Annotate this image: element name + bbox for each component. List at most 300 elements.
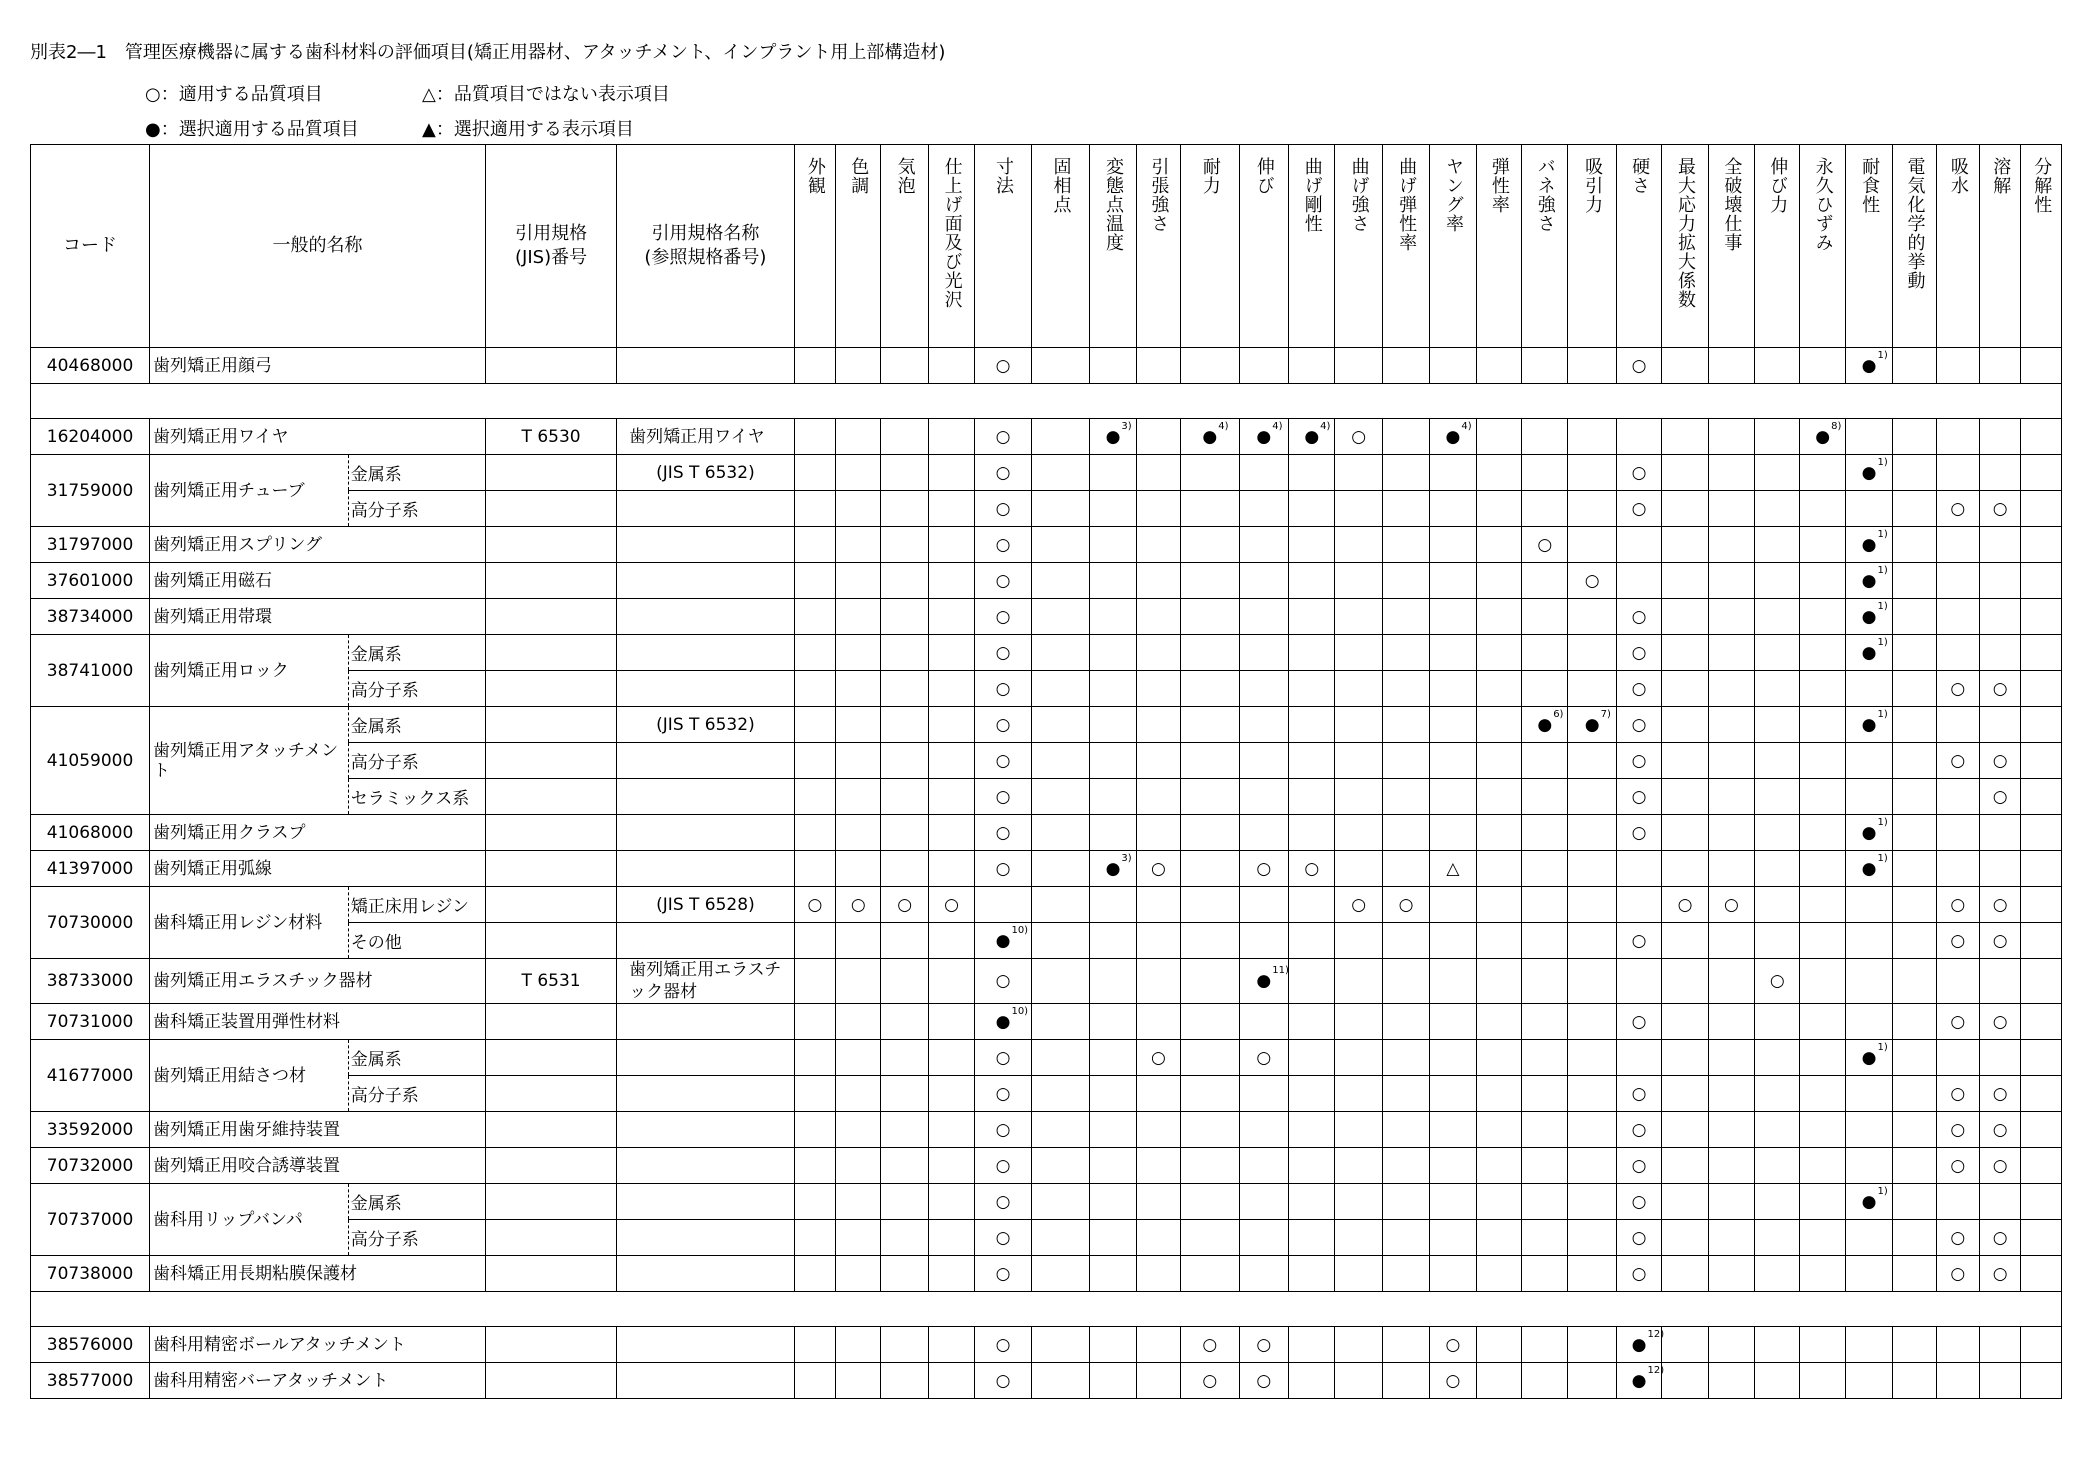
mark-cell [794, 959, 835, 1004]
mark-cell [1800, 887, 1845, 923]
mark-symbol: ○ [995, 1370, 1011, 1391]
mark-cell [1031, 1004, 1090, 1040]
mark-cell [794, 1148, 835, 1184]
code-cell: 38741000 [31, 635, 150, 707]
mark-cell [1522, 491, 1568, 527]
mark-cell [881, 599, 928, 635]
footnote-ref: 1) [1877, 816, 1888, 828]
mark-cell [1662, 1004, 1708, 1040]
mark-cell [1335, 707, 1382, 743]
mark-cell [1980, 1148, 2021, 1184]
mark-symbol: ○ [995, 1191, 1011, 1212]
mark-cell [1980, 743, 2021, 779]
mark-cell [1335, 815, 1382, 851]
mark-symbol: ○ [1584, 570, 1600, 591]
name-cell: 歯科矯正用レジン材料 [150, 887, 349, 959]
header-item-label: 吸水 [1947, 157, 1969, 195]
mark-cell [928, 1004, 974, 1040]
mark-cell [1568, 1363, 1616, 1399]
mark-symbol: ● 1) [1861, 564, 1888, 591]
mark-cell [1181, 923, 1240, 959]
mark-cell [1755, 851, 1800, 887]
mark-cell [2021, 527, 2062, 563]
mark-cell [1382, 1256, 1429, 1292]
mark-cell [1031, 1040, 1090, 1076]
mark-cell [1239, 1076, 1288, 1112]
mark-cell [1980, 1220, 2021, 1256]
header-item [1289, 145, 1335, 348]
sub-name-cell: 高分子系 [348, 491, 485, 527]
mark-cell [1800, 959, 1845, 1004]
mark-cell [975, 563, 1032, 599]
header-item-label: 永久ひずみ [1812, 157, 1834, 252]
jis-name-cell [617, 1004, 795, 1040]
mark-cell [1289, 599, 1335, 635]
mark-cell [1181, 1112, 1240, 1148]
mark-cell [1239, 707, 1288, 743]
mark-cell [1090, 743, 1136, 779]
mark-cell [1755, 1076, 1800, 1112]
mark-cell [794, 348, 835, 384]
mark-cell [1936, 348, 1979, 384]
mark-cell [1181, 599, 1240, 635]
mark-cell [1239, 887, 1288, 923]
mark-symbol: ○ [995, 714, 1011, 735]
mark-cell [1031, 923, 1090, 959]
table-row [31, 1148, 2062, 1184]
mark-cell [1476, 599, 1521, 635]
mark-cell [1893, 348, 1936, 384]
mark-cell [1289, 635, 1335, 671]
name-cell: 歯列矯正用帯環 [150, 599, 486, 635]
mark-symbol: ○ [1992, 1155, 2008, 1176]
mark-cell [881, 1004, 928, 1040]
mark-cell [1136, 671, 1180, 707]
mark-cell [1616, 599, 1661, 635]
header-item-label: 溶解 [1990, 157, 2012, 195]
mark-cell [1568, 419, 1616, 455]
mark-cell [1031, 743, 1090, 779]
sub-name-cell: 金属系 [348, 635, 485, 671]
mark-symbol: ● 10) [995, 1005, 1029, 1032]
footnote-ref: 4) [1218, 420, 1229, 432]
mark-cell [1382, 959, 1429, 1004]
mark-symbol: ● 1) [1861, 600, 1888, 627]
mark-cell [1936, 923, 1979, 959]
mark-cell [1936, 1148, 1979, 1184]
mark-cell [1708, 1256, 1754, 1292]
mark-cell [1893, 779, 1936, 815]
mark-cell [1708, 419, 1754, 455]
mark-cell [1430, 923, 1476, 959]
mark-cell [1662, 599, 1708, 635]
mark-cell [1755, 1040, 1800, 1076]
mark-cell [794, 1076, 835, 1112]
mark-cell [1708, 815, 1754, 851]
sub-name-cell: 矯正床用レジン [348, 887, 485, 923]
mark-cell [1980, 527, 2021, 563]
jis-number-cell [486, 563, 617, 599]
mark-cell [2021, 707, 2062, 743]
mark-symbol: ● 1) [1861, 456, 1888, 483]
mark-cell [1845, 815, 1892, 851]
mark-cell [1335, 491, 1382, 527]
mark-cell [1980, 815, 2021, 851]
mark-cell [1936, 1256, 1979, 1292]
table-row [31, 851, 2062, 887]
header-item-label: 色調 [848, 157, 870, 195]
mark-cell [836, 455, 881, 491]
mark-cell [1090, 491, 1136, 527]
mark-cell [1335, 743, 1382, 779]
mark-cell [1522, 563, 1568, 599]
mark-cell [1800, 815, 1845, 851]
header-item [975, 145, 1032, 348]
mark-cell [1755, 671, 1800, 707]
header-item [881, 145, 928, 348]
mark-symbol: ○ [1537, 534, 1553, 555]
mark-cell [928, 1148, 974, 1184]
mark-cell [1476, 671, 1521, 707]
mark-cell [1136, 348, 1180, 384]
mark-cell [794, 1112, 835, 1148]
jis-number-cell [486, 1363, 617, 1399]
mark-cell [881, 923, 928, 959]
mark-symbol: ● 4) [1202, 420, 1229, 447]
mark-cell [1239, 1256, 1288, 1292]
mark-cell [1893, 1112, 1936, 1148]
mark-cell [1476, 815, 1521, 851]
header-item [1800, 145, 1845, 348]
mark-symbol: ○ [1950, 1227, 1966, 1248]
jis-name-cell [617, 1076, 795, 1112]
mark-cell [1568, 1327, 1616, 1363]
mark-cell [1522, 455, 1568, 491]
mark-cell [836, 851, 881, 887]
jis-name-cell [617, 1363, 795, 1399]
mark-cell [1476, 1148, 1521, 1184]
header-item-label: 分解性 [2031, 157, 2053, 214]
mark-symbol: ○ [995, 462, 1011, 483]
mark-cell [794, 1363, 835, 1399]
mark-cell [1382, 455, 1429, 491]
mark-cell [1239, 959, 1288, 1004]
mark-cell [1430, 1076, 1476, 1112]
mark-cell [1755, 1327, 1800, 1363]
mark-cell [2021, 851, 2062, 887]
mark-cell [928, 923, 974, 959]
mark-cell [928, 743, 974, 779]
header-name: 一般的名称 [150, 145, 486, 348]
mark-symbol: ○ [1631, 606, 1647, 627]
mark-cell [1662, 1327, 1708, 1363]
mark-symbol: ○ [1950, 1119, 1966, 1140]
mark-cell [1430, 1004, 1476, 1040]
mark-cell [836, 1004, 881, 1040]
mark-cell [975, 1184, 1032, 1220]
mark-cell [1522, 707, 1568, 743]
mark-symbol: ○ [1950, 1083, 1966, 1104]
mark-cell [1662, 887, 1708, 923]
mark-cell [1522, 1040, 1568, 1076]
mark-cell [1616, 419, 1661, 455]
mark-cell [1708, 1004, 1754, 1040]
mark-cell [928, 779, 974, 815]
jis-name-cell: 歯列矯正用エラスチック器材 [617, 959, 795, 1004]
footnote-ref: 10) [1011, 924, 1029, 936]
name-cell: 歯列矯正用弧線 [150, 851, 486, 887]
mark-cell [1181, 1220, 1240, 1256]
mark-cell [2021, 1256, 2062, 1292]
mark-symbol: ○ [850, 894, 866, 915]
mark-symbol: ○ [1351, 894, 1367, 915]
mark-cell [794, 887, 835, 923]
mark-cell [1845, 563, 1892, 599]
table-row [31, 563, 2062, 599]
table-row [31, 815, 2062, 851]
mark-cell [1616, 1327, 1665, 1363]
mark-cell [1031, 1256, 1090, 1292]
mark-cell [1522, 959, 1568, 1004]
mark-cell [1136, 1112, 1180, 1148]
mark-cell [1662, 1148, 1708, 1184]
mark-cell [1335, 455, 1382, 491]
mark-cell [794, 1184, 835, 1220]
mark-cell [1708, 491, 1754, 527]
mark-cell [881, 348, 928, 384]
code-cell: 40468000 [31, 348, 150, 384]
header-row [31, 145, 2062, 348]
mark-cell [1335, 419, 1382, 455]
jis-name-cell [617, 527, 795, 563]
mark-cell [1662, 815, 1708, 851]
footnote-ref: 3) [1121, 852, 1132, 864]
mark-symbol: ○ [1769, 971, 1785, 991]
mark-cell [1430, 1148, 1476, 1184]
mark-symbol: ○ [1631, 678, 1647, 699]
mark-cell [836, 1363, 881, 1399]
mark-cell [1845, 887, 1892, 923]
mark-cell [1289, 923, 1335, 959]
mark-cell [1800, 563, 1845, 599]
mark-cell [1239, 1112, 1288, 1148]
mark-cell [1662, 1040, 1708, 1076]
mark-cell [1239, 743, 1288, 779]
mark-cell [1568, 1148, 1616, 1184]
mark-symbol: ○ [995, 355, 1011, 376]
mark-symbol: ○ [1992, 1263, 2008, 1284]
mark-cell [1980, 1256, 2021, 1292]
mark-symbol: ○ [995, 1119, 1011, 1140]
mark-symbol: ○ [1950, 1263, 1966, 1284]
mark-cell [1031, 527, 1090, 563]
jis-name-cell [617, 1327, 795, 1363]
mark-symbol: ○ [1631, 1119, 1647, 1140]
mark-cell [1031, 959, 1090, 1004]
mark-cell [1616, 923, 1661, 959]
mark-cell [1090, 1327, 1136, 1363]
mark-cell [1568, 743, 1616, 779]
mark-cell [1662, 707, 1708, 743]
mark-cell [2021, 455, 2062, 491]
jis-number-cell [486, 887, 617, 923]
mark-cell [1430, 815, 1476, 851]
table-row [31, 348, 2062, 384]
jis-number-cell [486, 1256, 617, 1292]
mark-cell [2021, 959, 2062, 1004]
name-cell: 歯科用精密ボールアタッチメント [150, 1327, 486, 1363]
mark-symbol: ● 1) [1861, 349, 1888, 376]
mark-cell [1136, 1040, 1180, 1076]
code-cell: 37601000 [31, 563, 150, 599]
mark-cell [1382, 1327, 1429, 1363]
jis-name-cell [617, 815, 795, 851]
mark-cell [1616, 1148, 1661, 1184]
mark-cell [1239, 491, 1288, 527]
mark-symbol: △ [1446, 858, 1460, 879]
mark-cell [1893, 1184, 1936, 1220]
mark-cell [1382, 599, 1429, 635]
header-item [1031, 145, 1090, 348]
mark-cell [1936, 491, 1979, 527]
mark-cell [1136, 1256, 1180, 1292]
evaluation-table [30, 144, 2062, 1399]
mark-cell [1031, 1076, 1090, 1112]
mark-cell [1616, 1004, 1661, 1040]
mark-cell [1430, 348, 1476, 384]
mark-cell [1289, 1148, 1335, 1184]
mark-cell [1522, 887, 1568, 923]
jis-name-cell [617, 599, 795, 635]
header-item-label: 最大応力拡大係数 [1674, 157, 1696, 309]
mark-symbol: ○ [1631, 714, 1647, 735]
header-item-label: 全破壊仕事 [1721, 157, 1743, 252]
mark-cell [836, 887, 881, 923]
code-cell: 31797000 [31, 527, 150, 563]
mark-symbol: ○ [1445, 1334, 1461, 1355]
mark-cell [975, 743, 1032, 779]
mark-cell [2021, 599, 2062, 635]
mark-cell [794, 599, 835, 635]
mark-cell [1893, 923, 1936, 959]
mark-cell [1936, 1184, 1979, 1220]
mark-cell [975, 923, 1032, 959]
footnote-ref: 3) [1121, 420, 1132, 432]
mark-cell [2021, 923, 2062, 959]
mark-cell [881, 1363, 928, 1399]
mark-cell [1136, 527, 1180, 563]
mark-cell [1136, 743, 1180, 779]
mark-cell [1708, 348, 1754, 384]
mark-cell [1136, 707, 1180, 743]
header-item-label: バネ強さ [1534, 157, 1556, 233]
mark-cell [1335, 851, 1382, 887]
jis-number-cell [486, 1220, 617, 1256]
mark-cell [1136, 1184, 1180, 1220]
mark-cell [881, 671, 928, 707]
mark-symbol: ○ [1202, 1334, 1218, 1355]
mark-cell [881, 527, 928, 563]
code-cell: 16204000 [31, 419, 150, 455]
header-item [1755, 145, 1800, 348]
table-row [31, 1363, 2062, 1399]
name-cell: 歯列矯正用歯牙維持装置 [150, 1112, 486, 1148]
mark-cell [1090, 1076, 1136, 1112]
sub-name-cell: セラミックス系 [348, 779, 485, 815]
mark-cell [1382, 635, 1429, 671]
mark-cell [1031, 671, 1090, 707]
mark-cell [1430, 851, 1476, 887]
code-cell: 41059000 [31, 707, 150, 815]
header-item [1662, 145, 1708, 348]
mark-cell [1430, 599, 1476, 635]
mark-cell [1800, 491, 1845, 527]
mark-cell [1090, 707, 1136, 743]
mark-cell [1980, 851, 2021, 887]
jis-name-cell: (JIS T 6532) [617, 707, 795, 743]
footnote-ref: 4) [1461, 420, 1472, 432]
mark-cell [1430, 419, 1476, 455]
mark-cell [1476, 1327, 1521, 1363]
mark-cell [836, 1148, 881, 1184]
mark-cell [1522, 1112, 1568, 1148]
mark-cell [928, 491, 974, 527]
mark-cell [1181, 743, 1240, 779]
header-item-label: 気泡 [894, 157, 916, 195]
jis-name-cell [617, 743, 795, 779]
mark-cell [928, 959, 974, 1004]
sub-name-cell: 高分子系 [348, 743, 485, 779]
mark-symbol: ○ [1631, 786, 1647, 807]
mark-cell [1845, 491, 1892, 527]
mark-cell [928, 419, 974, 455]
mark-cell [1476, 779, 1521, 815]
mark-cell [1031, 707, 1090, 743]
mark-cell [1616, 1184, 1661, 1220]
table-row [31, 419, 2062, 455]
mark-cell [1335, 1363, 1382, 1399]
mark-cell [2021, 671, 2062, 707]
jis-number-cell: T 6531 [486, 959, 617, 1004]
mark-cell [1980, 599, 2021, 635]
mark-cell [1522, 1256, 1568, 1292]
mark-cell [1335, 779, 1382, 815]
spacer-cell [31, 1292, 2062, 1327]
mark-cell [1755, 1004, 1800, 1040]
code-cell: 41068000 [31, 815, 150, 851]
mark-symbol: ○ [1631, 642, 1647, 663]
mark-cell [1181, 1004, 1240, 1040]
mark-cell [1893, 851, 1936, 887]
mark-cell [1476, 851, 1521, 887]
mark-symbol: ● 10) [995, 924, 1029, 951]
mark-cell [1893, 599, 1936, 635]
code-cell: 41677000 [31, 1040, 150, 1112]
mark-cell [1181, 887, 1240, 923]
mark-cell [1181, 959, 1240, 1004]
mark-cell [928, 851, 974, 887]
mark-cell [1090, 348, 1136, 384]
mark-cell [1936, 671, 1979, 707]
mark-symbol: ● 1) [1861, 816, 1888, 843]
mark-cell [1136, 851, 1180, 887]
mark-cell [1090, 635, 1136, 671]
mark-cell [1708, 671, 1754, 707]
mark-cell [1522, 743, 1568, 779]
jis-name-cell [617, 1148, 795, 1184]
jis-number-cell [486, 1076, 617, 1112]
mark-cell [1936, 815, 1979, 851]
